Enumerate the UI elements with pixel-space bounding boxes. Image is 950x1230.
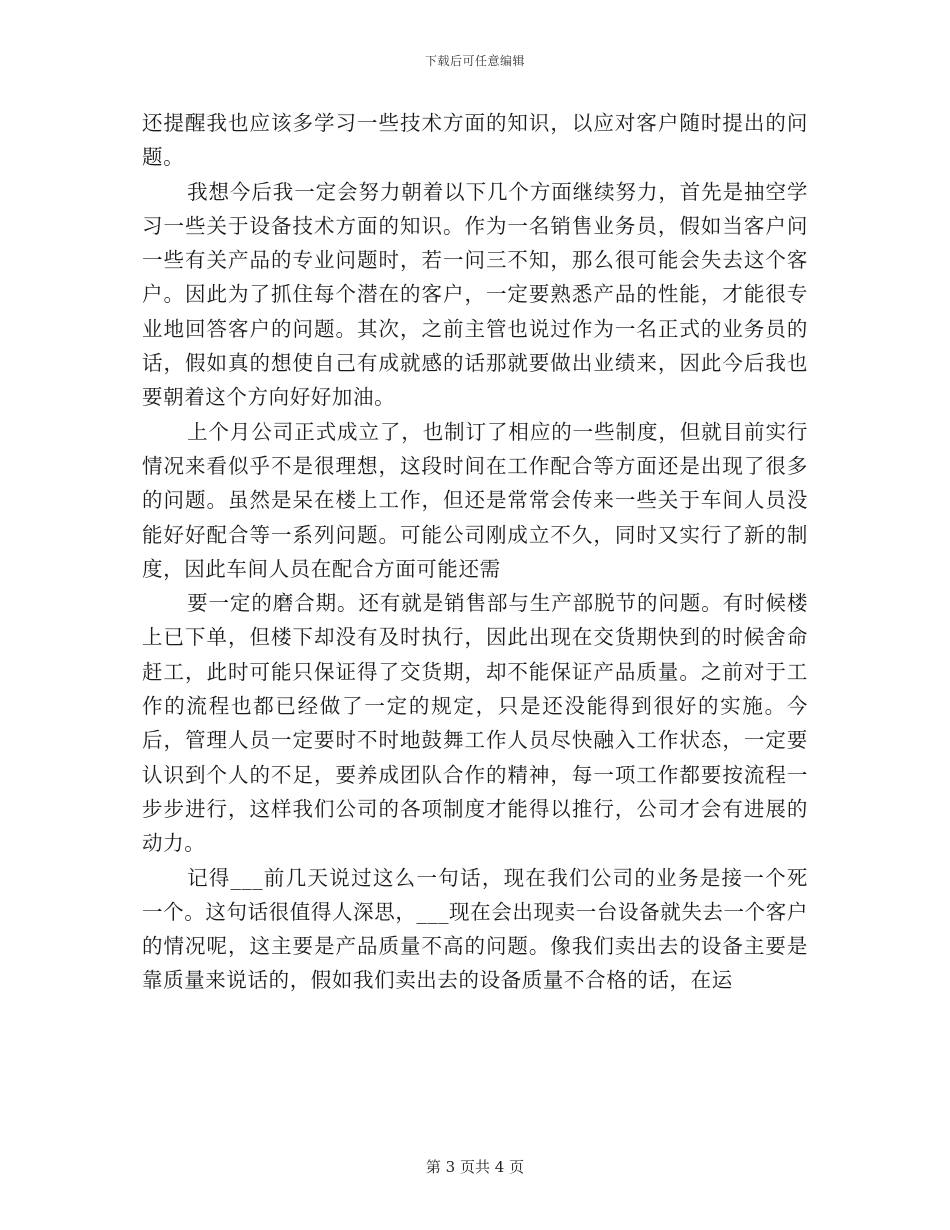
paragraph-5: 记得___前几天说过这么一句话，现在我们公司的业务是接一个死一个。这句话很值得人深思，___现在会出现卖一台设备就失去一个客户的情况呢，这主要是产品质量不高的问题。像我们卖出去的设备主要是靠质量来说话的，假如我们卖出去的设备质量不合格的话，在运 — [142, 865, 808, 993]
document-body — [142, 106, 808, 998]
paragraph-1: 还提醒我也应该多学习一些技术方面的知识，以应对客户随时提出的问题。 — [142, 111, 808, 170]
page-header: 下载后可任意编辑 — [424, 54, 525, 68]
page-footer: 第 3 页共 4 页 — [425, 1158, 525, 1176]
paragraph-2: 我想今后我一定会努力朝着以下几个方面继续努力，首先是抽空学习一些关于设备技术方面的知识。作为一名销售业务员，假如当客户问一些有关产品的专业问题时，若一问三不知，那么很可能会失去这个客户。因此为了抓住每个潜在的客户，一定要熟悉产品的性能，才能很专业地回答客户的问题。其次，之前主管也说过作为一名正式的业务员的话，假如真的想使自己有成就感的话那就要做出业绩来，因此今后我也要朝着这个方向好好加油。 — [142, 179, 808, 410]
paragraph-3: 上个月公司正式成立了，也制订了相应的一些制度，但就目前实行情况来看似乎不是很理想，这段时间在工作配合等方面还是出现了很多的问题。虽然是呆在楼上工作，但还是常常会传来一些关于车间人员没能好好配合等一系列问题。可能公司刚成立不久，同时又实行了新的制度，因此车间人员在配合方面可能还需 — [142, 419, 808, 581]
paragraph-4: 要一定的磨合期。还有就是销售部与生产部脱节的问题。有时候楼上已下单，但楼下却没有及时执行，因此出现在交货期快到的时候舍命赶工，此时可能只保证得了交货期，却不能保证产品质量。之前对于工作的流程也都已经做了一定的规定，只是还没能得到很好的实施。今后，管理人员一定要时不时地鼓舞工作人员尽快融入工作状态，一定要认识到个人的不足，要养成团队合作的精神，每一项工作都要按流程一步步进行，这样我们公司的各项制度才能得以推行，公司才会有进展的动力。 — [142, 591, 808, 856]
